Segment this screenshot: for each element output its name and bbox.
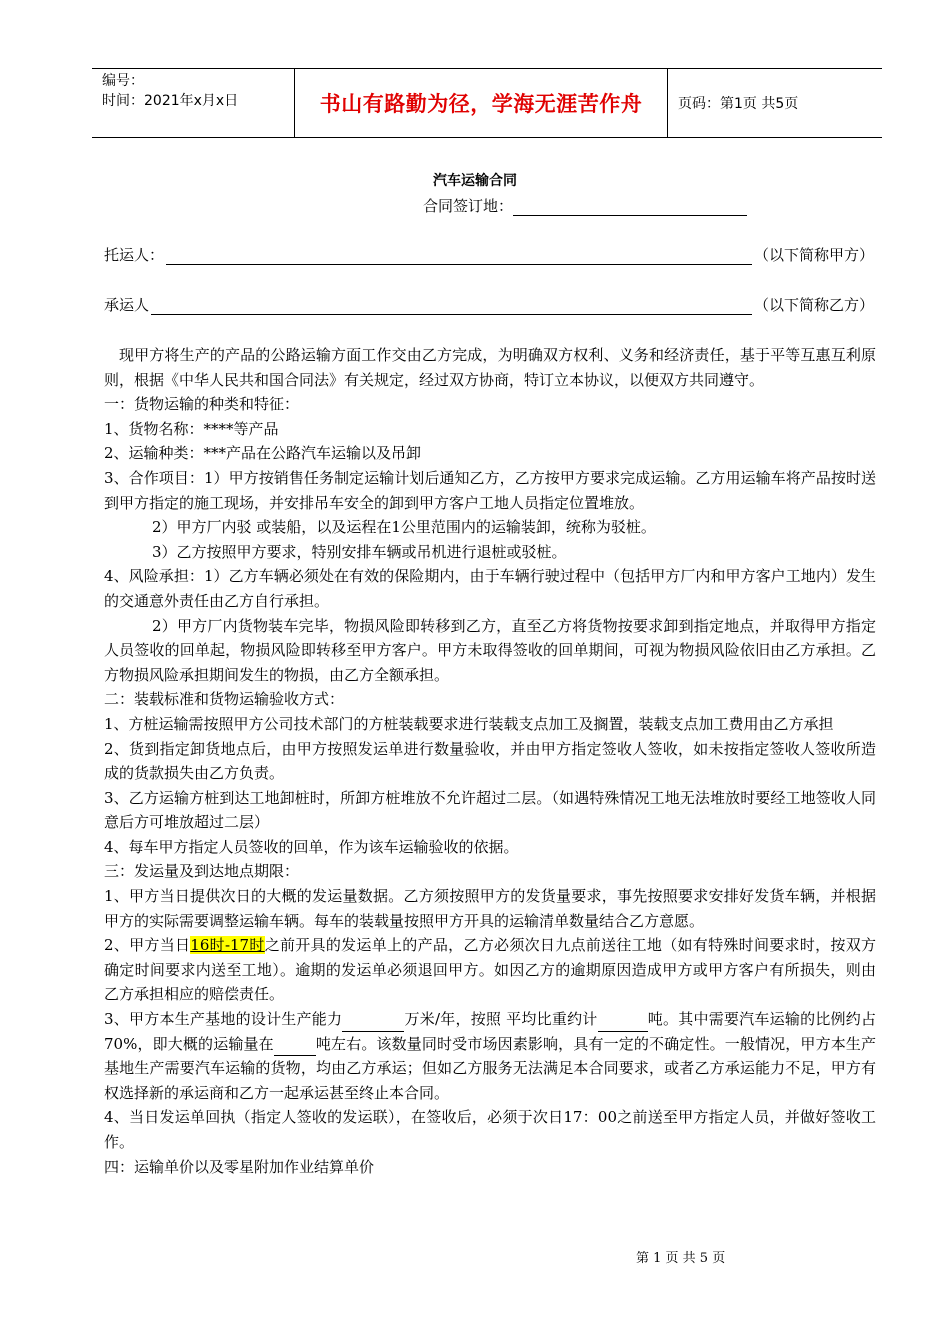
carrier-row: [104, 294, 874, 315]
paragraph: 3、乙方运输方桩到达工地卸桩时，所卸方桩堆放不允许超过二层。（如遇特殊情况工地无法堆放时要经工地签收人同意后方可堆放超过二层）: [104, 788, 876, 832]
highlighted-time: 16时-17时: [190, 936, 265, 955]
paragraph-deadline: [104, 933, 876, 1007]
text-run: 吨左右。该数量同时受市场因素影响，具有一定的不确定性。一般情况，甲方本生产基地生产需要汽车运输的货物，均由乙方承运；但如乙方服务无法满足本合同要求，或者乙方承运能力不足，甲方有权选择新的承运商和乙方一起承运甚至终止本合同。: [104, 1034, 876, 1102]
shipper-suffix: （以下简称甲方）: [753, 246, 874, 264]
header-page-label: 页码：第1页 共5页: [678, 96, 799, 112]
paragraph: 4、风险承担：1）乙方车辆必须处在有效的保险期内，由于车辆行驶过程中（包括甲方厂内和甲方客户工地内）发生的交通意外责任由乙方自行承担。: [104, 567, 876, 610]
page-header: [92, 68, 882, 138]
carrier-label: 承运人: [104, 296, 150, 314]
tonnage-blank: [598, 1015, 648, 1032]
header-motto: 书山有路勤为径，学海无涯苦作舟: [294, 69, 668, 137]
capacity-blank: [342, 1015, 404, 1032]
page-footer: 第 1 页 共 5 页: [636, 1251, 726, 1266]
document-title: 汽车运输合同: [433, 173, 517, 189]
shipper-blank: [166, 248, 752, 265]
contract-body: [104, 343, 876, 1179]
carrier-blank: [151, 298, 752, 315]
text-run: 万米/年，按照 平均比重约计: [404, 1010, 598, 1029]
paragraph-capacity: [104, 1007, 876, 1105]
section-heading-4: 四：运输单价以及零星附加作业结算单价: [104, 1157, 375, 1176]
text-run: 2、甲方当日: [104, 936, 191, 955]
text-run: 之前开具的发运单上的产品，乙方必须次日九点前送往工地（如有特殊时间要求时，按双方确定时间要求内送至工地）。逾期的发运单必须退回甲方。如因乙方的逾期原因造成甲方或甲方客户有所损失，则由乙方承担相应的赔偿责任。: [104, 936, 876, 1004]
number-label: 编号：: [102, 73, 144, 89]
paragraph: 1、货物名称：****等产品: [104, 419, 279, 438]
shipper-row: [104, 244, 874, 265]
signing-place: [423, 195, 747, 216]
paragraph: 1、方桩运输需按照甲方公司技术部门的方桩装载要求进行装载支点加工及搁置，装载支点加工费用由乙方承担: [104, 714, 834, 733]
paragraph: 2）甲方厂内驳 或装船，以及运程在1公里范围内的运输装卸，统称为驳桩。: [152, 518, 656, 537]
paragraph: 3、合作项目：1）甲方按销售任务制定运输计划后通知乙方，乙方按甲方要求完成运输。乙方用运输车将产品按时送到甲方指定的施工现场，并安排吊车安全的卸到甲方客户工地人员指定位置堆放。: [104, 468, 876, 512]
header-meta: [92, 69, 294, 137]
paragraph: 4、每车甲方指定人员签收的回单，作为该车运输验收的依据。: [104, 837, 519, 856]
text-run: 3、甲方本生产基地的设计生产能力: [104, 1010, 343, 1029]
volume-blank: [274, 1039, 316, 1056]
text-run: 吨。其中需要汽车运输的比例约占70%，即大概的运输量在: [104, 1010, 877, 1053]
signing-place-blank: [513, 199, 747, 216]
carrier-suffix: （以下简称乙方）: [753, 296, 874, 314]
paragraph: 2）甲方厂内货物装车完毕，物损风险即转移到乙方，直至乙方将货物按要求卸到指定地点，并取得甲方指定人员签收的回单起，物损风险即转移至甲方客户。甲方未取得签收的回单期间，可视为物损风险依旧由乙方承担。乙方物损风险承担期间发生的物损，由乙方全额承担。: [104, 616, 876, 684]
paragraph: 4、当日发运单回执（指定人签收的发运联），在签收后，必须于次日17：00之前送至甲方指定人员，并做好签收工作。: [104, 1108, 876, 1151]
signing-place-label: 合同签订地：: [423, 197, 514, 215]
paragraph: 2、运输种类：***产品在公路汽车运输以及吊卸: [104, 444, 422, 463]
paragraph: 3）乙方按照甲方要求，特别安排车辆或吊机进行退桩或驳桩。: [152, 542, 567, 561]
paragraph: 1、甲方当日提供次日的大概的发运量数据。乙方须按照甲方的发货量要求，事先按照要求安排好发货车辆，并根据甲方的实际需要调整运输车辆。每车的装载量按照甲方开具的运输清单数量结合乙方意愿。: [104, 887, 876, 930]
section-heading-2: 二：装载标准和货物运输验收方式：: [104, 690, 345, 709]
paragraph-intro: 现甲方将生产的产品的公路运输方面工作交由乙方完成，为明确双方权利、义务和经济责任，基于平等互惠互利原则，根据《中华人民共和国合同法》有关规定，经过双方协商，特订立本协议，以便双方共同遵守。: [104, 346, 876, 389]
shipper-label: 托运人：: [104, 246, 165, 264]
section-heading-1: 一：货物运输的种类和特征：: [104, 395, 300, 414]
paragraph: 2、货到指定卸货地点后，由甲方按照发运单进行数量验收，并由甲方指定签收人签收，如未按指定签收人签收所造成的货款损失由乙方负责。: [104, 739, 876, 783]
date-label: 时间：2021年x月x日: [102, 93, 239, 109]
section-heading-3: 三：发运量及到达地点期限：: [104, 862, 300, 881]
